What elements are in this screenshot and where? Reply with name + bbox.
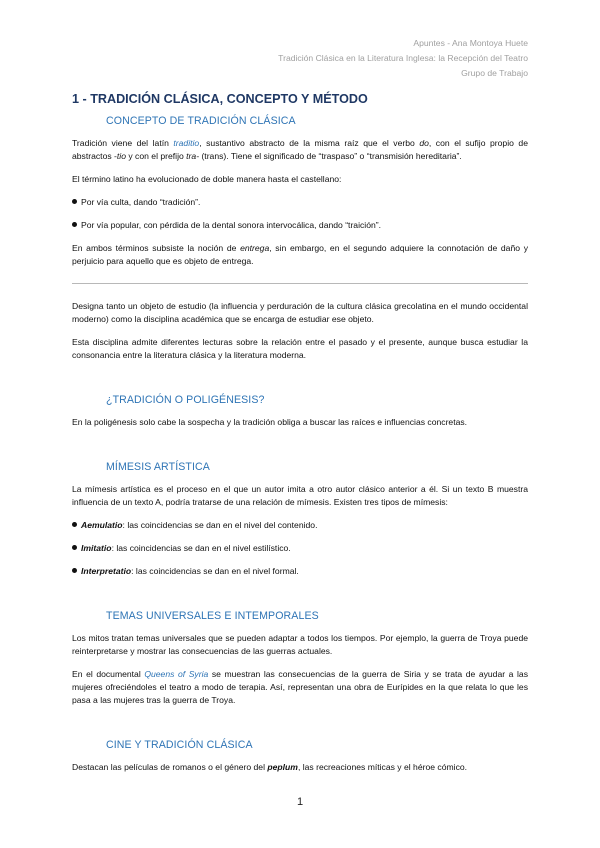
paragraph-disciplina: Esta disciplina admite diferentes lecturas sobre la relación entre el pasado y el presente, aunque busca estudiar la consonancia entre la literatura clásica y la literatura moderna. [72, 337, 528, 360]
page-header [278, 36, 528, 81]
queens-of-syria-link[interactable]: Queens of Syria [144, 669, 209, 679]
paragraph-mimesis: La mímesis artística es el proceso en el que un autor imita a otro autor clásico anterior a él. Si un texto B muestra influencia de un texto A, podría tratarse de una relación de mímesis. Existen tres tipos de mímesis: [72, 484, 528, 507]
list-item: Aemulatio: las coincidencias se dan en el nivel del contenido. [72, 519, 528, 532]
list-item: Imitatio: las coincidencias se dan en el nivel estilístico. [72, 542, 528, 555]
paragraph-entrega: En ambos términos subsiste la noción de entrega, sin embargo, en el segundo adquiere la connotación de daño y perjuicio para aquello que es objeto de entrega. [72, 243, 528, 266]
divider [72, 283, 528, 284]
header-course: Tradición Clásica en la Literatura Inglesa: la Recepción del Teatro [278, 53, 528, 63]
list-item: Por vía popular, con pérdida de la dental sonora intervocálica, dando “traición”. [72, 219, 528, 232]
paragraph-mitos: Los mitos tratan temas universales que se pueden adaptar a todos los tiempos. Por ejemplo, la guerra de Troya puede reinterpretarse y mostrar las consecuencias de las guerras actuales. [72, 633, 528, 656]
header-group: Grupo de Trabajo [461, 68, 528, 78]
list-item: Por vía culta, dando “tradición”. [72, 196, 528, 209]
section-heading-concepto: CONCEPTO DE TRADICIÓN CLÁSICA [106, 115, 296, 127]
paragraph-cine: Destacan las películas de romanos o el género del peplum, las recreaciones míticas y el héroe cómico. [72, 762, 468, 772]
header-author: Apuntes - Ana Montoya Huete [413, 38, 528, 48]
paragraph-designa: Designa tanto un objeto de estudio (la influencia y perduración de la cultura clásica grecolatina en el mundo occidental moderno) como la disciplina académica que se encarga de estudiar ese objeto. [72, 301, 528, 324]
bullet-icon [72, 522, 77, 527]
section-heading-mimesis: MÍMESIS ARTÍSTICA [106, 461, 210, 473]
list-item: Interpretatio: las coincidencias se dan en el nivel formal. [72, 565, 528, 578]
bullet-icon [72, 568, 77, 573]
paragraph-definition: Tradición viene del latín traditio, sustantivo abstracto de la misma raíz que el verbo do, con el sufijo propio de abstractos -tio y con el prefijo tra- (trans). Tiene el significado de “traspaso” o “transmisión hereditaria”. [72, 138, 528, 161]
page-title: 1 - TRADICIÓN CLÁSICA, CONCEPTO Y MÉTODO [72, 92, 368, 106]
document-body [72, 92, 528, 784]
paragraph-evolution: El término latino ha evolucionado de doble manera hasta el castellano: [72, 174, 342, 184]
bullet-icon [72, 199, 77, 204]
paragraph-poligenesis: En la poligénesis solo cabe la sospecha y la tradición obliga a buscar las raíces e influencias concretas. [72, 417, 468, 427]
section-heading-cine: CINE Y TRADICIÓN CLÁSICA [106, 739, 253, 751]
bullet-icon [72, 222, 77, 227]
bullet-icon [72, 545, 77, 550]
page-number: 1 [296, 796, 304, 808]
section-heading-temas: TEMAS UNIVERSALES E INTEMPORALES [106, 610, 319, 622]
paragraph-documental: En el documental Queens of Syria se muestran las consecuencias de la guerra de Siria y se trata de ayudar a las mujeres ofreciéndoles el teatro a modo de terapia. Así, representan una obra de Eurípides en la que relata lo que les pasa a las mujeres tras la guerra de Troya. [72, 669, 528, 705]
traditio-link[interactable]: traditio [173, 138, 200, 148]
section-heading-poligenesis: ¿TRADICIÓN O POLIGÉNESIS? [106, 394, 265, 406]
